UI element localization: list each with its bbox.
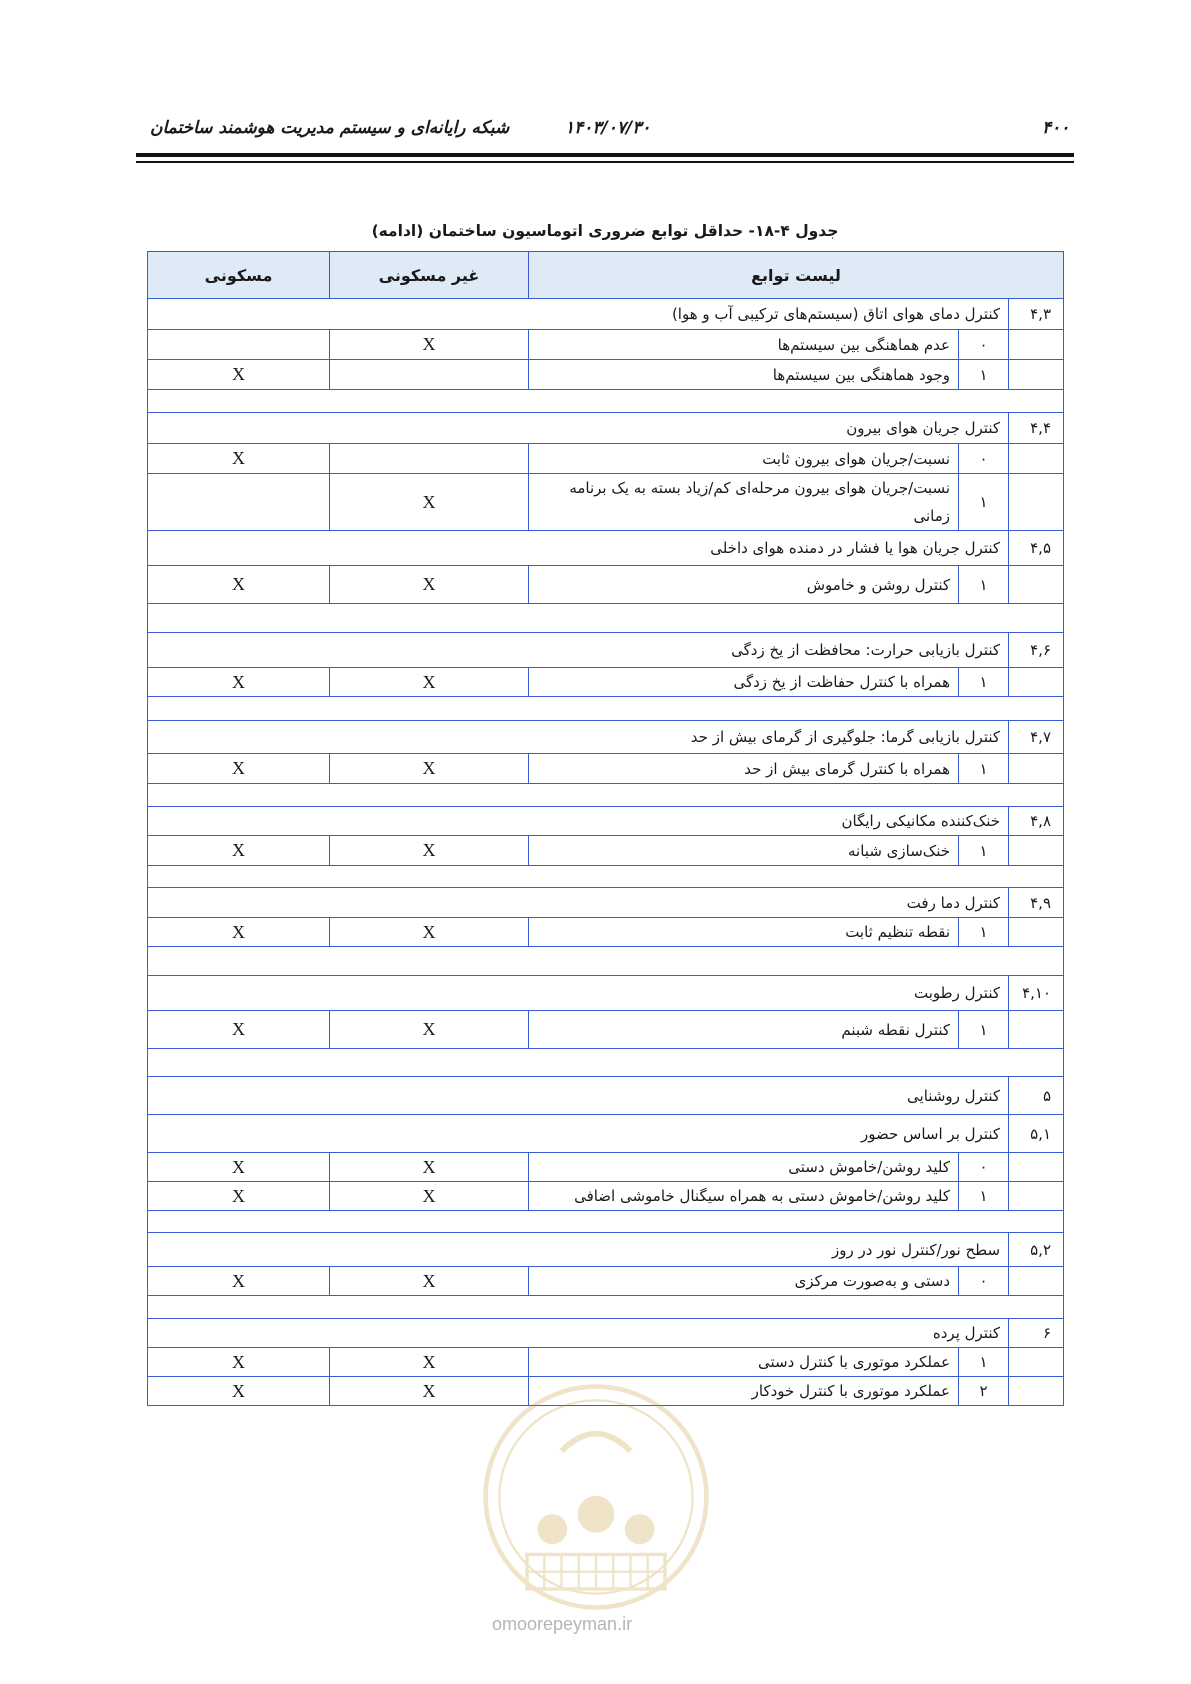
running-header-title: شبکه رایانه‌ای و سیستم مدیریت هوشمند ساختمان (150, 118, 510, 138)
item-text: کلید روشن/خاموش دستی به همراه سیگنال خاموشی اضافی (529, 1182, 959, 1211)
table-row (148, 566, 1064, 604)
table-row (148, 1182, 1064, 1211)
empty-cell (1009, 1182, 1064, 1211)
section-title: کنترل بر اساس حضور (148, 1115, 1009, 1153)
empty-cell (1009, 1348, 1064, 1377)
section-number: ۵ (1009, 1077, 1064, 1115)
section-row (148, 633, 1064, 668)
spacer-cell (148, 866, 1064, 888)
section-title: کنترل روشنایی (148, 1077, 1009, 1115)
section-row (148, 299, 1064, 330)
section-title: کنترل بازیابی گرما: جلوگیری از گرمای بیش از حد (148, 721, 1009, 754)
section-title: کنترل جریان هوای بیرون (148, 413, 1009, 444)
item-code: ۱ (959, 754, 1009, 784)
non-residential-mark: X (330, 668, 529, 697)
residential-mark: X (148, 918, 330, 947)
spacer-cell (148, 784, 1064, 807)
col-header-residential: مسکونی (148, 252, 330, 299)
residential-mark: X (148, 754, 330, 784)
item-text: کنترل نقطه شبنم (529, 1011, 959, 1049)
non-residential-mark: X (330, 1153, 529, 1182)
spacer-cell (148, 947, 1064, 976)
table-row (148, 1377, 1064, 1406)
residential-mark: X (148, 1267, 330, 1296)
item-text: همراه با کنترل حفاظت از یخ زدگی (529, 668, 959, 697)
empty-cell (1009, 1153, 1064, 1182)
spacer-row (148, 697, 1064, 721)
section-title: کنترل دمای هوای اتاق (سیستم‌های ترکیبی آب و هوا) (148, 299, 1009, 330)
item-text: عملکرد موتوری با کنترل دستی (529, 1348, 959, 1377)
header-rule (136, 153, 1074, 157)
section-row (148, 721, 1064, 754)
item-text: نسبت/جریان هوای بیرون مرحله‌ای کم/زیاد بسته به یک برنامه زمانی (529, 474, 959, 531)
residential-mark: X (148, 566, 330, 604)
spacer-row (148, 390, 1064, 413)
table-row (148, 444, 1064, 474)
spacer-row (148, 866, 1064, 888)
functions-table-wrap (147, 251, 1063, 1406)
residential-mark (148, 330, 330, 360)
empty-cell (1009, 1377, 1064, 1406)
item-text: همراه با کنترل گرمای بیش از حد (529, 754, 959, 784)
section-title: کنترل پرده (148, 1319, 1009, 1348)
watermark-url: omoorepeyman.ir (492, 1614, 633, 1634)
spacer-row (148, 1049, 1064, 1077)
table-row (148, 1267, 1064, 1296)
item-code: ۱ (959, 668, 1009, 697)
spacer-row (148, 947, 1064, 976)
table-row (148, 836, 1064, 866)
table-header-row (148, 252, 1064, 299)
non-residential-mark: X (330, 330, 529, 360)
item-text: نسبت/جریان هوای بیرون ثابت (529, 444, 959, 474)
section-row (148, 1077, 1064, 1115)
section-title: خنک‌کننده مکانیکی رایگان (148, 807, 1009, 836)
residential-mark: X (148, 1182, 330, 1211)
non-residential-mark: X (330, 754, 529, 784)
section-row (148, 888, 1064, 918)
section-number: ۶ (1009, 1319, 1064, 1348)
non-residential-mark: X (330, 1348, 529, 1377)
table-row (148, 918, 1064, 947)
item-text: خنک‌سازی شبانه (529, 836, 959, 866)
spacer-row (148, 604, 1064, 633)
section-row (148, 976, 1064, 1011)
section-row (148, 413, 1064, 444)
empty-cell (1009, 1267, 1064, 1296)
item-code: ۱ (959, 918, 1009, 947)
section-number: ۴,۴ (1009, 413, 1064, 444)
item-code: ۱ (959, 360, 1009, 390)
empty-cell (1009, 330, 1064, 360)
item-text: عدم هماهنگی بین سیستم‌ها (529, 330, 959, 360)
item-code: ۱ (959, 1011, 1009, 1049)
empty-cell (1009, 360, 1064, 390)
item-code: ۱ (959, 836, 1009, 866)
section-title: کنترل رطوبت (148, 976, 1009, 1011)
item-code: ۱ (959, 566, 1009, 604)
non-residential-mark (330, 444, 529, 474)
residential-mark: X (148, 1011, 330, 1049)
empty-cell (1009, 668, 1064, 697)
table-row (148, 1348, 1064, 1377)
section-title: کنترل بازیابی حرارت: محافظت از یخ زدگی (148, 633, 1009, 668)
item-code: ۱ (959, 1348, 1009, 1377)
residential-mark: X (148, 360, 330, 390)
table-row (148, 668, 1064, 697)
section-row (148, 531, 1064, 566)
spacer-cell (148, 390, 1064, 413)
item-text: کنترل روشن و خاموش (529, 566, 959, 604)
spacer-cell (148, 1296, 1064, 1319)
item-code: ۰ (959, 330, 1009, 360)
non-residential-mark: X (330, 1267, 529, 1296)
item-code: ۱ (959, 474, 1009, 531)
item-code: ۲ (959, 1377, 1009, 1406)
residential-mark: X (148, 1153, 330, 1182)
section-number: ۴,۵ (1009, 531, 1064, 566)
residential-mark: X (148, 668, 330, 697)
item-text: عملکرد موتوری با کنترل خودکار (529, 1377, 959, 1406)
section-row (148, 807, 1064, 836)
item-code: ۰ (959, 1153, 1009, 1182)
functions-table (147, 251, 1064, 1406)
table-row (148, 1153, 1064, 1182)
spacer-cell (148, 604, 1064, 633)
header-rule-thin (136, 161, 1074, 163)
spacer-row (148, 1211, 1064, 1233)
spacer-cell (148, 1049, 1064, 1077)
table-row (148, 360, 1064, 390)
non-residential-mark: X (330, 1377, 529, 1406)
section-number: ۵,۱ (1009, 1115, 1064, 1153)
section-number: ۴,۱۰ (1009, 976, 1064, 1011)
section-title: کنترل دما رفت (148, 888, 1009, 918)
empty-cell (1009, 566, 1064, 604)
non-residential-mark: X (330, 1182, 529, 1211)
section-title: سطح نور/کنترل نور در روز (148, 1233, 1009, 1267)
empty-cell (1009, 1011, 1064, 1049)
item-text: نقطه تنظیم ثابت (529, 918, 959, 947)
residential-mark: X (148, 836, 330, 866)
empty-cell (1009, 754, 1064, 784)
col-header-non-residential: غیر مسکونی (330, 252, 529, 299)
table-caption: جدول ۴-۱۸- حداقل توابع ضروری اتوماسیون ساختمان (ادامه) (371, 222, 839, 240)
empty-cell (1009, 918, 1064, 947)
non-residential-mark: X (330, 836, 529, 866)
table-row (148, 1011, 1064, 1049)
section-title: کنترل جریان هوا یا فشار در دمنده هوای داخلی (148, 531, 1009, 566)
section-number: ۵,۲ (1009, 1233, 1064, 1267)
empty-cell (1009, 444, 1064, 474)
section-number: ۴,۳ (1009, 299, 1064, 330)
seal-logo-icon (481, 1382, 711, 1612)
section-row (148, 1233, 1064, 1267)
table-row (148, 474, 1064, 531)
section-row (148, 1115, 1064, 1153)
item-code: ۱ (959, 1182, 1009, 1211)
non-residential-mark: X (330, 474, 529, 531)
table-body (148, 299, 1064, 1406)
residential-mark: X (148, 1377, 330, 1406)
non-residential-mark: X (330, 566, 529, 604)
col-header-list: لیست توابع (529, 252, 1064, 299)
residential-mark: X (148, 444, 330, 474)
item-code: ۰ (959, 1267, 1009, 1296)
spacer-row (148, 784, 1064, 807)
spacer-cell (148, 697, 1064, 721)
section-number: ۴,۹ (1009, 888, 1064, 918)
table-row (148, 754, 1064, 784)
section-number: ۴,۸ (1009, 807, 1064, 836)
non-residential-mark (330, 360, 529, 390)
item-text: دستی و به‌صورت مرکزی (529, 1267, 959, 1296)
residential-mark: X (148, 1348, 330, 1377)
empty-cell (1009, 836, 1064, 866)
spacer-cell (148, 1211, 1064, 1233)
page-number: ۴۰۰ (1042, 118, 1070, 138)
spacer-row (148, 1296, 1064, 1319)
residential-mark (148, 474, 330, 531)
item-text: کلید روشن/خاموش دستی (529, 1153, 959, 1182)
non-residential-mark: X (330, 918, 529, 947)
running-header-date: ۱۴۰۳/۰۷/۳۰ (565, 118, 651, 138)
section-number: ۴,۶ (1009, 633, 1064, 668)
table-row (148, 330, 1064, 360)
empty-cell (1009, 474, 1064, 531)
section-number: ۴,۷ (1009, 721, 1064, 754)
section-row (148, 1319, 1064, 1348)
non-residential-mark: X (330, 1011, 529, 1049)
item-text: وجود هماهنگی بین سیستم‌ها (529, 360, 959, 390)
item-code: ۰ (959, 444, 1009, 474)
